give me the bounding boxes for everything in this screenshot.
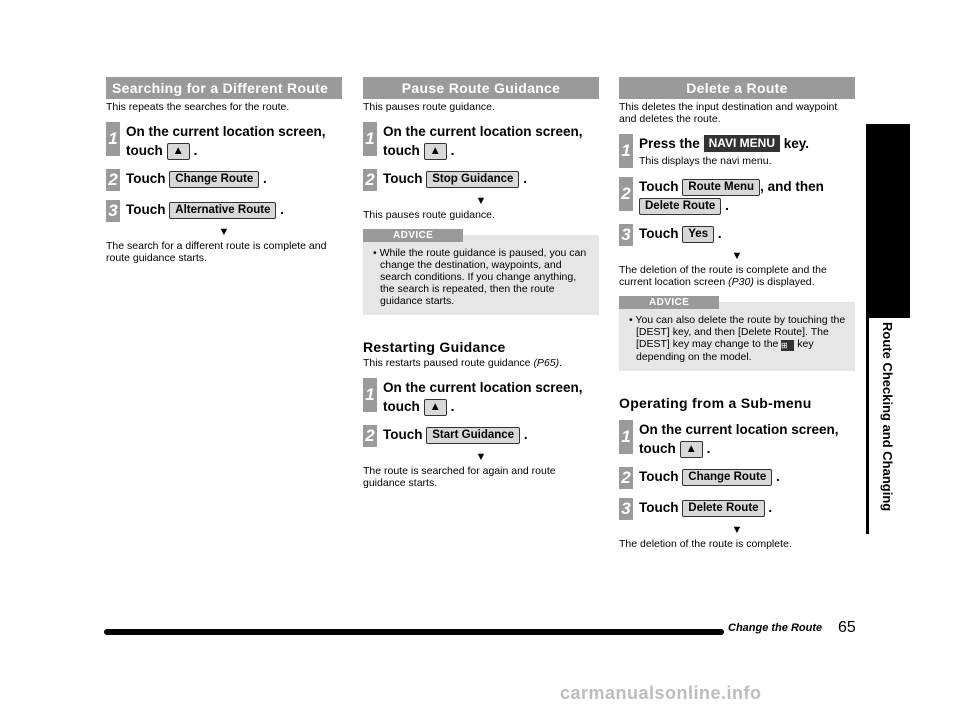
- step-text: Touch Change Route .: [126, 171, 267, 186]
- section-pause-route-guidance: [363, 77, 599, 489]
- step-3: [619, 498, 855, 520]
- step-number: 1: [619, 420, 633, 454]
- step-text: Press the NAVI MENU key. This displays the navi menu.: [639, 136, 810, 167]
- section-delete-route: [619, 77, 855, 550]
- step-number: 2: [363, 425, 377, 447]
- down-arrow-icon: ▼: [731, 250, 743, 262]
- delete-route-button[interactable]: Delete Route: [682, 500, 764, 517]
- side-tab-navi-label: NAVI: [880, 196, 895, 227]
- section-intro: This repeats the searches for the route.: [106, 101, 290, 113]
- footer-chapter-label: Change the Route: [728, 622, 823, 634]
- delete-route-button[interactable]: Delete Route: [639, 198, 721, 215]
- step-number: 1: [619, 134, 633, 168]
- step-1: [619, 420, 855, 458]
- alternative-route-button[interactable]: Alternative Route: [169, 202, 276, 219]
- step-1: [363, 122, 599, 160]
- step-1: [106, 122, 342, 160]
- step-number: 2: [619, 177, 633, 211]
- page-reference: (P30): [728, 276, 754, 288]
- step-text: On the current location screen, touch ▲ .: [126, 124, 326, 158]
- section-heading: Delete a Route: [619, 77, 855, 99]
- subsection-heading: Operating from a Sub-menu: [619, 395, 812, 411]
- subsection-heading: Restarting Guidance: [363, 339, 506, 355]
- advice-box: [363, 230, 599, 315]
- step-text: Touch Delete Route .: [639, 500, 773, 515]
- step-1: [619, 134, 855, 168]
- map-key-icon: ⊞: [781, 340, 794, 351]
- advice-label: ADVICE: [619, 296, 719, 309]
- step-3: [619, 224, 855, 246]
- advice-box: [619, 297, 855, 371]
- step-text: Touch Start Guidance .: [383, 427, 528, 442]
- step-2: [106, 169, 342, 191]
- route-menu-button[interactable]: Route Menu: [682, 179, 760, 196]
- step-number: 1: [363, 378, 377, 412]
- navi-menu-key[interactable]: NAVI MENU: [704, 135, 780, 152]
- advice-label: ADVICE: [363, 229, 463, 242]
- up-arrow-button[interactable]: ▲: [424, 143, 447, 160]
- step-text: Touch Alternative Route .: [126, 202, 285, 217]
- up-arrow-button[interactable]: ▲: [424, 399, 447, 416]
- step-text: On the current location screen, touch ▲ .: [639, 422, 839, 456]
- footer-rule: [104, 629, 724, 635]
- step-text: On the current location screen, touch ▲ .: [383, 124, 583, 158]
- result-text: This pauses route guidance.: [363, 209, 495, 221]
- step-number: 3: [106, 200, 120, 222]
- page-reference: (P65): [533, 357, 560, 369]
- step-number: 1: [106, 122, 120, 156]
- page-number: 65: [838, 619, 856, 636]
- down-arrow-icon: ▼: [475, 195, 487, 207]
- change-route-button[interactable]: Change Route: [169, 171, 259, 188]
- down-arrow-icon: ▼: [731, 524, 743, 536]
- section-heading: Pause Route Guidance: [363, 77, 599, 99]
- subsection-intro: This restarts paused route guidance (P65).: [363, 357, 563, 369]
- side-tab-section-label: Route Checking and Changing: [880, 322, 895, 512]
- watermark: carmanualsonline.info: [560, 683, 762, 703]
- step-text: On the current location screen, touch ▲ .: [383, 380, 583, 414]
- step-2: [619, 177, 855, 215]
- down-arrow-icon: ▼: [218, 226, 230, 238]
- up-arrow-button[interactable]: ▲: [167, 143, 190, 160]
- change-route-button[interactable]: Change Route: [682, 469, 772, 486]
- step-2: [363, 425, 599, 447]
- step-number: 3: [619, 224, 633, 246]
- step-number: 2: [363, 169, 377, 191]
- step-text: Touch Yes .: [639, 226, 722, 241]
- step-text: Touch Change Route .: [639, 469, 780, 484]
- down-arrow-icon: ▼: [475, 451, 487, 463]
- step-number: 3: [619, 498, 633, 520]
- result-text: The deletion of the route is complete and the current location screen (P30) is displayed.: [619, 264, 827, 288]
- start-guidance-button[interactable]: Start Guidance: [426, 427, 520, 444]
- step-2: [619, 467, 855, 489]
- result-text: The route is searched for again and route guidance starts.: [363, 465, 556, 489]
- step-number: 2: [619, 467, 633, 489]
- step-3: [106, 200, 342, 222]
- result-text: The deletion of the route is complete.: [619, 538, 792, 550]
- step-note: This displays the navi menu.: [639, 155, 772, 167]
- section-heading: Searching for a Different Route: [106, 77, 342, 99]
- result-text: The search for a different route is complete and route guidance starts.: [106, 240, 327, 264]
- step-2: [363, 169, 599, 191]
- section-intro: This deletes the input destination and waypoint and deletes the route.: [619, 101, 838, 125]
- step-number: 2: [106, 169, 120, 191]
- step-1: [363, 378, 599, 416]
- advice-text: • While the route guidance is paused, you can change the destination, waypoints, and search conditions. If you change anything, the search is repeated, then the route guidance starts.: [373, 247, 587, 307]
- section-searching-different-route: [106, 77, 342, 264]
- step-text: Touch Route Menu , and then Delete Route .: [639, 179, 824, 213]
- up-arrow-button[interactable]: ▲: [680, 441, 703, 458]
- yes-button[interactable]: Yes: [682, 226, 714, 243]
- step-number: 1: [363, 122, 377, 156]
- stop-guidance-button[interactable]: Stop Guidance: [426, 171, 519, 188]
- advice-text: • You can also delete the route by touching the [DEST] key, and then [Delete Route]. The [DEST] key may change to the ⊞ key depending on the model.: [629, 314, 846, 363]
- section-intro: This pauses route guidance.: [363, 101, 495, 113]
- step-text: Touch Stop Guidance .: [383, 171, 527, 186]
